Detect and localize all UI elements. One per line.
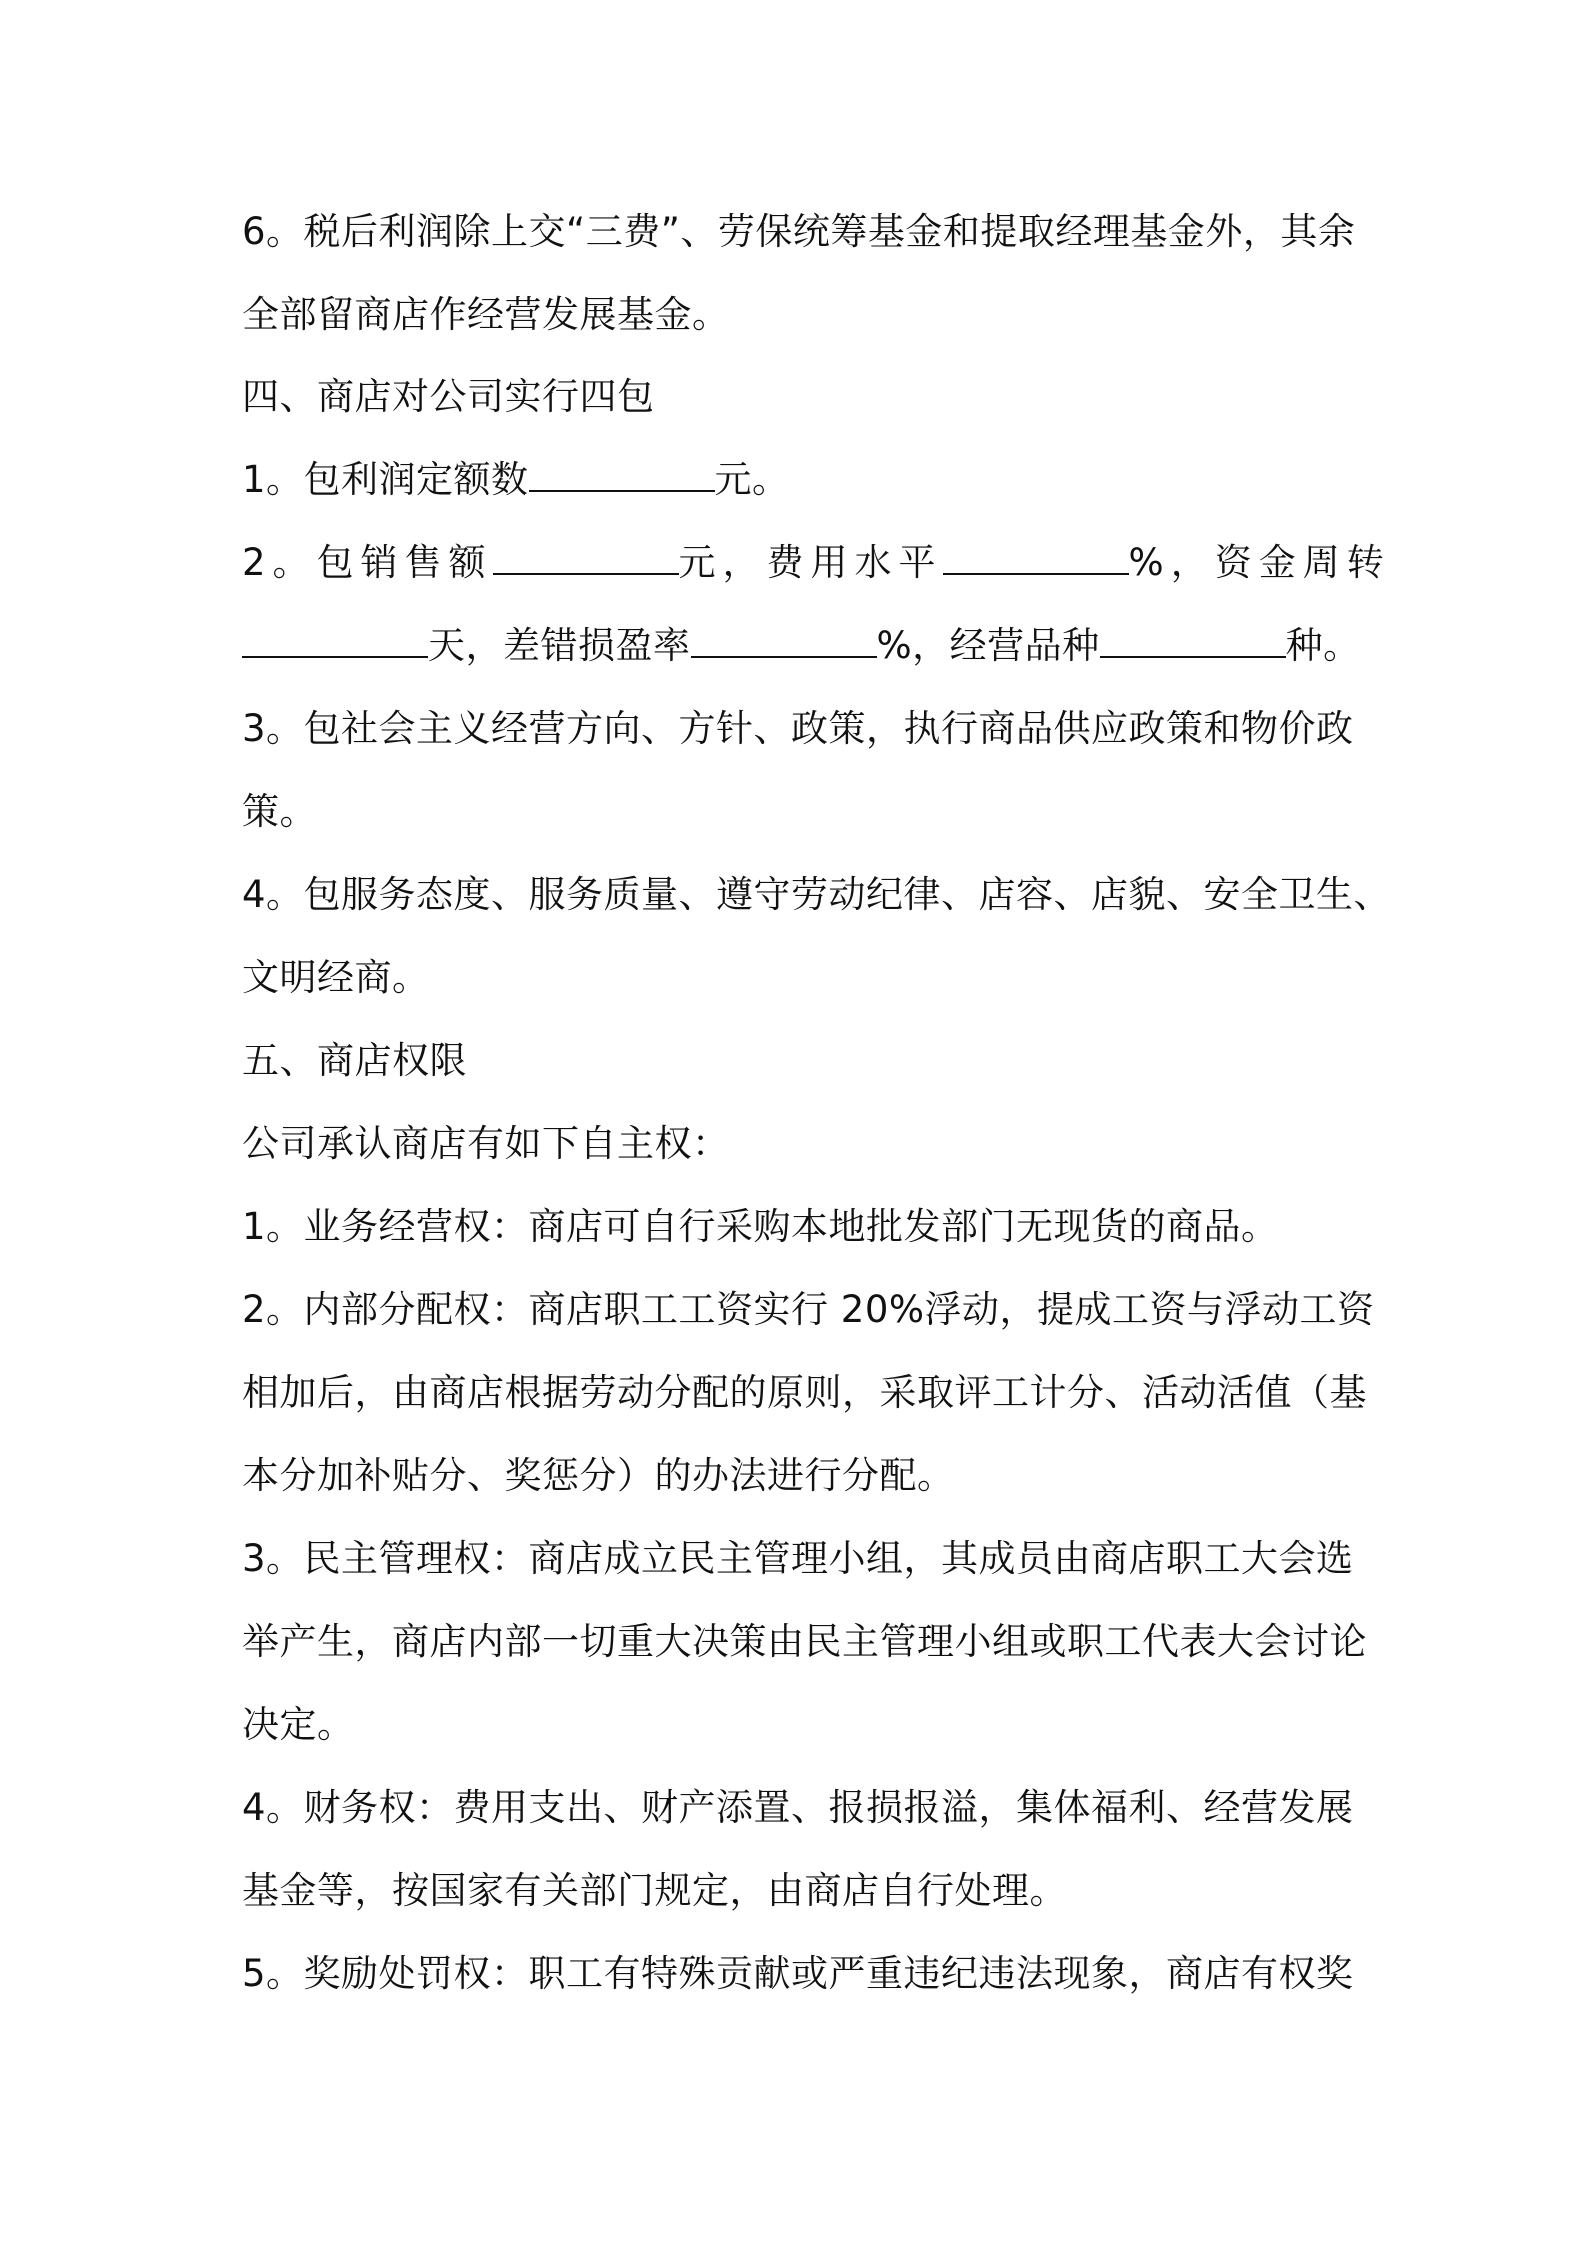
fill-in-blank bbox=[242, 626, 428, 658]
paragraph-line: 公司承认商店有如下自主权： bbox=[242, 1122, 730, 1165]
fill-in-blank bbox=[493, 543, 679, 575]
paragraph-line: 文明经商。 bbox=[242, 956, 430, 999]
section-heading: 五、商店权限 bbox=[242, 1039, 467, 1082]
paragraph-line: 基金等，按国家有关部门规定，由商店自行处理。 bbox=[242, 1869, 1067, 1912]
paragraph-line: 1。包利润定额数 元。 bbox=[242, 458, 790, 501]
paragraph-line: 4。包服务态度、服务质量、遵守劳动纪律、店容、店貌、安全卫生、 bbox=[242, 873, 1392, 916]
paragraph-line: 1。业务经营权：商店可自行采购本地批发部门无现货的商品。 bbox=[242, 1205, 1279, 1248]
paragraph-line: 3。民主管理权：商店成立民主管理小组，其成员由商店职工大会选 bbox=[242, 1537, 1354, 1580]
paragraph-line: 6。税后利润除上交“三费”、劳保统筹基金和提取经理基金外，其余 bbox=[242, 210, 1356, 253]
paragraph-line: 全部留商店作经营发展基金。 bbox=[242, 293, 730, 336]
paragraph-line: 决定。 bbox=[242, 1703, 355, 1746]
paragraph-line: 2。内部分配权：商店职工工资实行 20%浮动，提成工资与浮动工资 bbox=[242, 1288, 1375, 1331]
paragraph-line: 举产生，商店内部一切重大决策由民主管理小组或职工代表大会讨论 bbox=[242, 1620, 1367, 1663]
paragraph-line: 5。奖励处罚权：职工有特殊贡献或严重违纪违法现象，商店有权奖 bbox=[242, 1952, 1354, 1995]
section-heading: 四、商店对公司实行四包 bbox=[242, 375, 655, 418]
paragraph-line: 天，差错损盈率 %，经营品种 种。 bbox=[242, 621, 1362, 671]
paragraph-line: 策。 bbox=[242, 790, 317, 833]
paragraph-line: 3。包社会主义经营方向、方针、政策，执行商品供应政策和物价政 bbox=[242, 707, 1354, 750]
fill-in-blank bbox=[943, 543, 1129, 575]
fill-in-blank bbox=[529, 460, 715, 492]
paragraph-line: 本分加补贴分、奖惩分）的办法进行分配。 bbox=[242, 1454, 955, 1497]
fill-in-blank bbox=[691, 626, 877, 658]
paragraph-line: 2。包销售额 元，费用水平 %，资金周转 bbox=[242, 541, 1391, 584]
paragraph-line: 相加后，由商店根据劳动分配的原则，采取评工计分、活动活值（基 bbox=[242, 1371, 1367, 1414]
fill-in-blank bbox=[1100, 626, 1286, 658]
paragraph-line: 4。财务权：费用支出、财产添置、报损报溢，集体福利、经营发展 bbox=[242, 1786, 1354, 1829]
